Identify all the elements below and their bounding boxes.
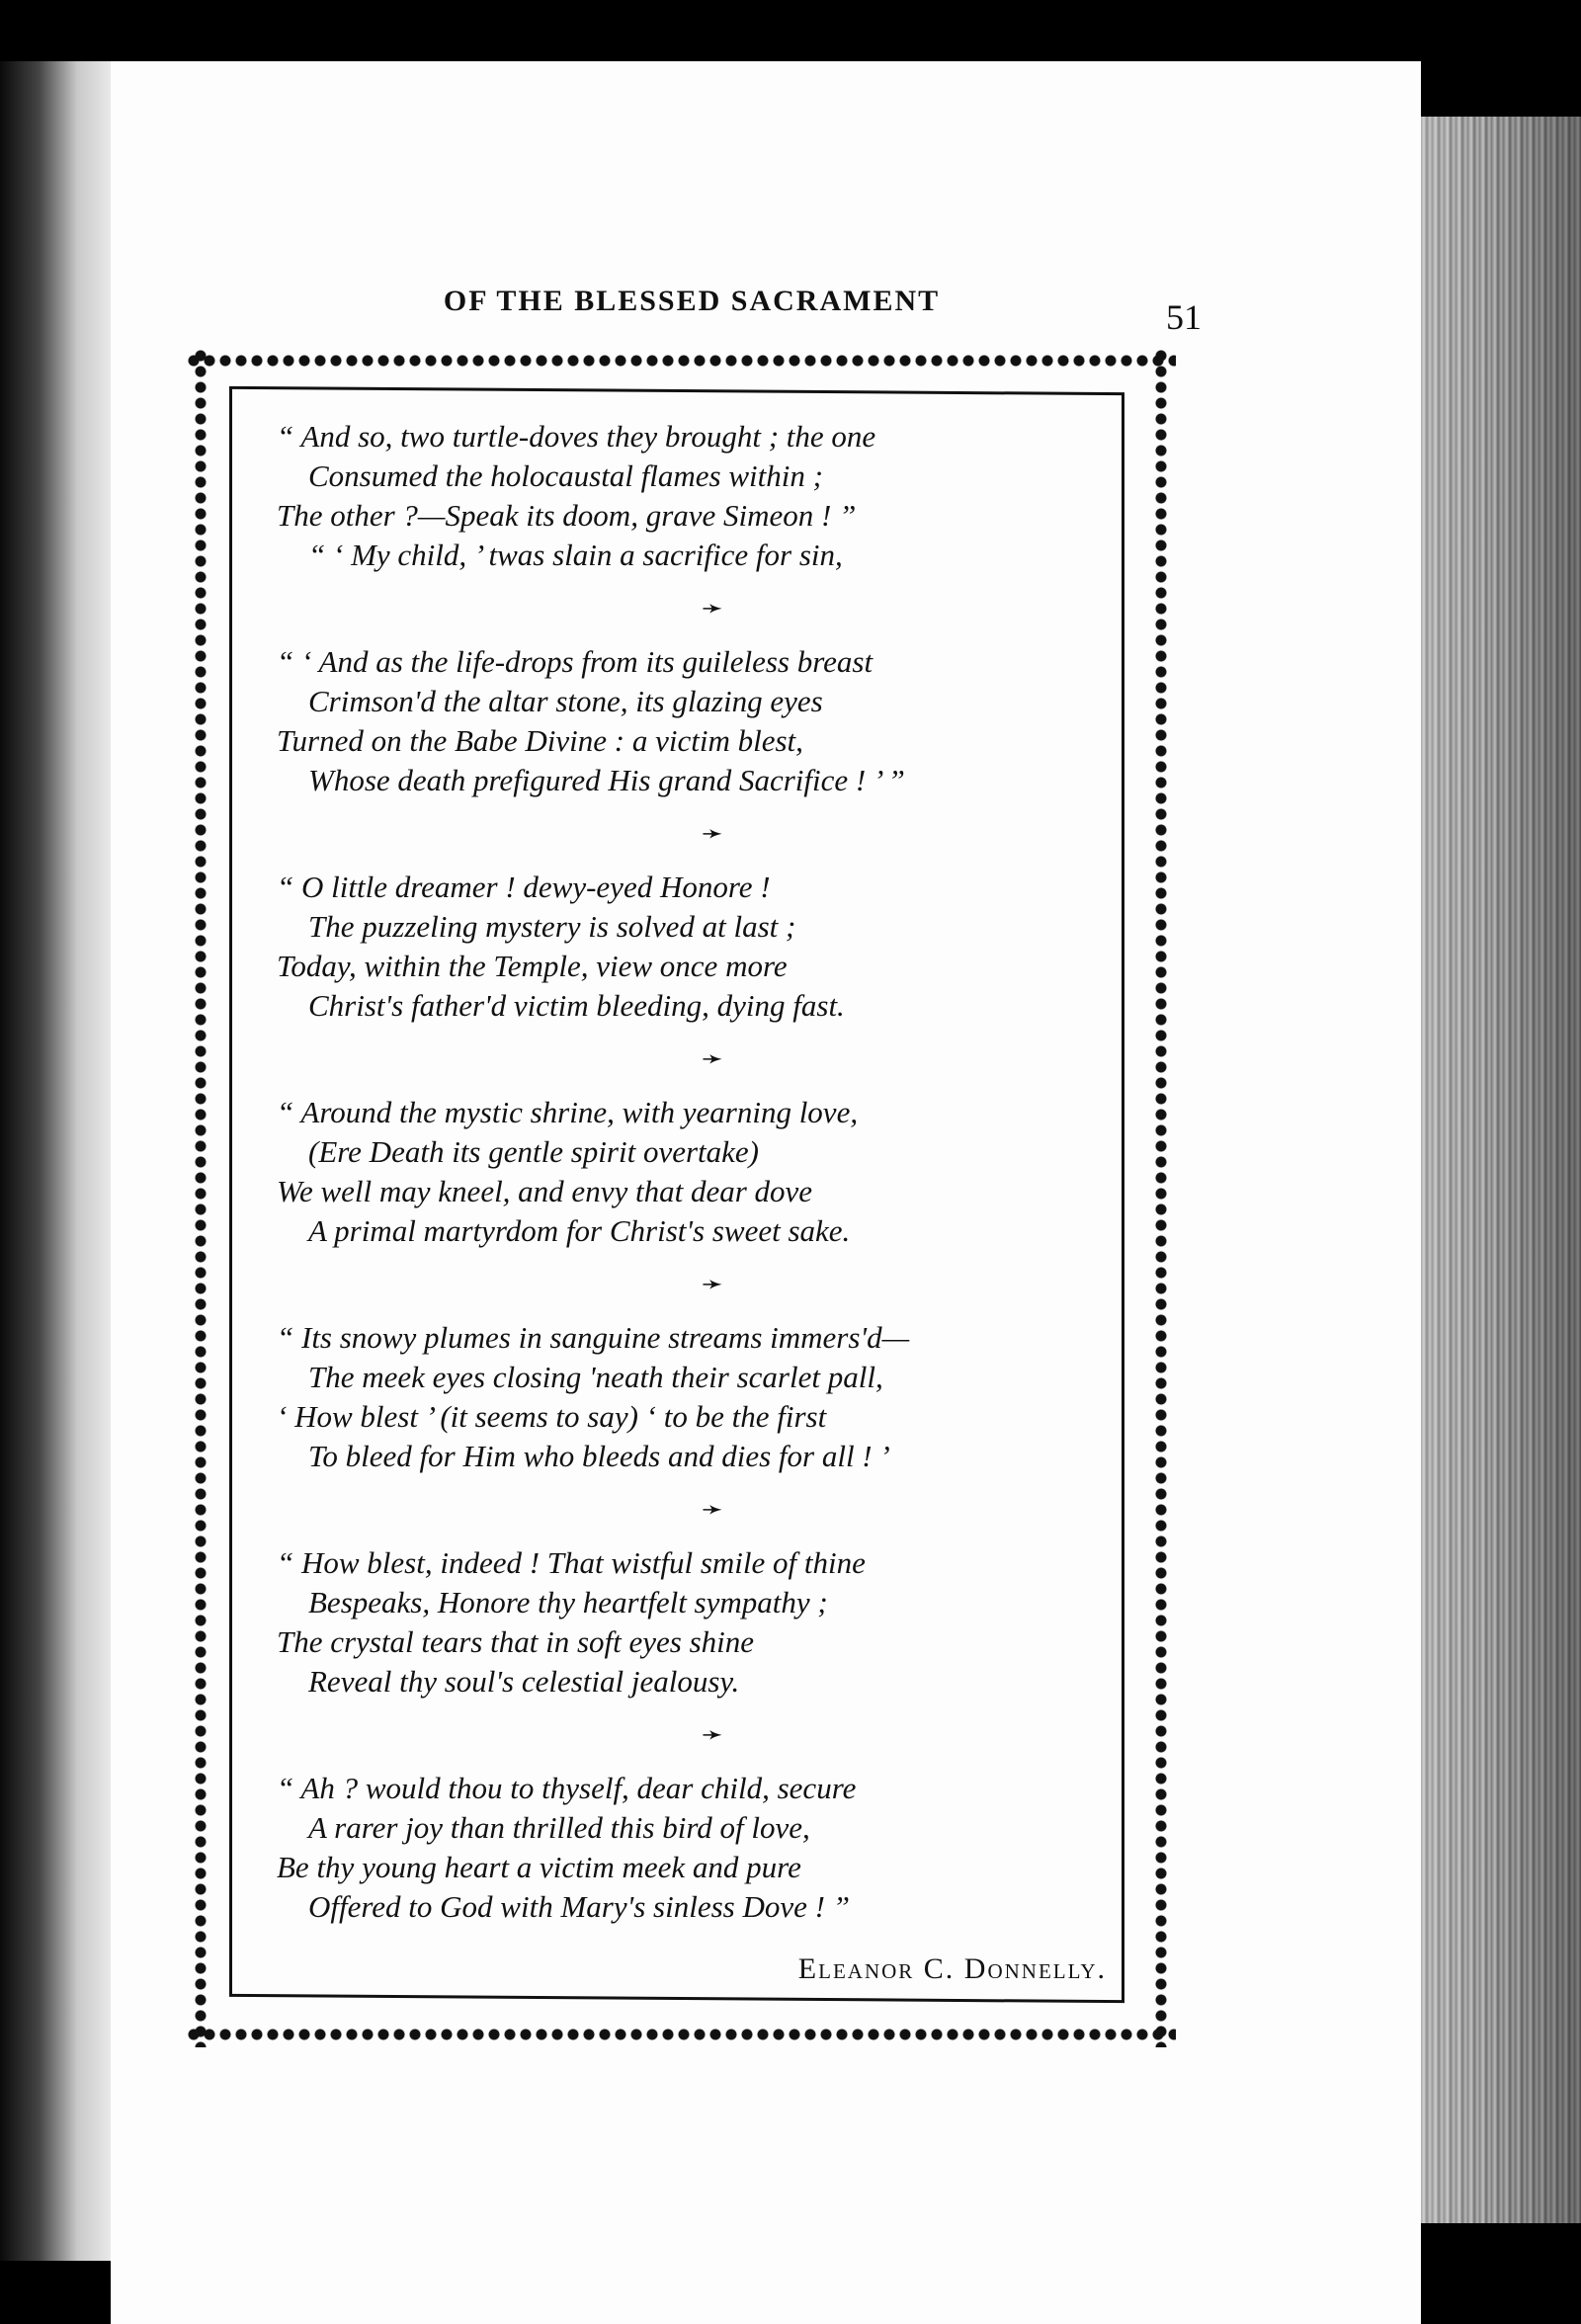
ornamental-border-right — [1150, 348, 1172, 2047]
stanza-line: “ How blest, indeed ! That wistful smile of thine — [277, 1545, 866, 1580]
stanza-line: (Ere Death its gentle spirit overtake) — [308, 1134, 759, 1169]
page-number: 51 — [1166, 297, 1202, 337]
stanza-line: Christ's father'd victim bleeding, dying fast. — [308, 988, 845, 1023]
facing-page-edge — [0, 61, 111, 2261]
stanza-line: Today, within the Temple, view once more — [277, 949, 788, 983]
stanza-line: A rarer joy than thrilled this bird of love, — [308, 1810, 810, 1845]
dove-ornament-icon: ➛ — [702, 594, 723, 622]
page-block-shadow — [1421, 117, 1581, 2223]
stanza-line: The puzzeling mystery is solved at last ; — [308, 909, 796, 944]
stanza-line: The meek eyes closing 'neath their scarlet pall, — [308, 1360, 883, 1394]
stanza-line: Be thy young heart a victim meek and pure — [277, 1850, 801, 1884]
poem-body — [237, 395, 1126, 1927]
stanza-line: “ O little dreamer ! dewy-eyed Honore ! — [277, 870, 771, 904]
ornamental-border-top — [186, 348, 1176, 374]
dove-ornament — [237, 575, 1126, 628]
dove-ornament — [237, 1702, 1126, 1755]
stanza-5 — [237, 1318, 1126, 1476]
stanza-line: We well may kneel, and envy that dear dove — [277, 1174, 813, 1208]
stanza-line: ‘ How blest ’ (it seems to say) ‘ to be the first — [277, 1399, 827, 1434]
ornamental-border-bottom — [186, 2022, 1176, 2047]
stanza-line: “ Its snowy plumes in sanguine streams immers'd— — [277, 1320, 910, 1355]
stanza-line: Turned on the Babe Divine : a victim blest, — [277, 723, 803, 758]
stanza-line: A primal martyrdom for Christ's sweet sake. — [308, 1213, 851, 1248]
stanza-line: “ Around the mystic shrine, with yearning love, — [277, 1095, 859, 1129]
dove-ornament — [237, 1476, 1126, 1530]
dove-ornament — [237, 1251, 1126, 1304]
stanza-2 — [237, 642, 1126, 800]
dove-ornament — [237, 1026, 1126, 1079]
stanza-1 — [237, 417, 1126, 575]
ornamental-border-left — [190, 348, 211, 2047]
dove-ornament-icon: ➛ — [702, 1044, 723, 1073]
dove-ornament-icon: ➛ — [702, 1495, 723, 1524]
stanza-line: Crimson'd the altar stone, its glazing eyes — [308, 684, 823, 718]
stanza-6 — [237, 1543, 1126, 1702]
stanza-7 — [237, 1769, 1126, 1927]
dove-ornament-icon: ➛ — [702, 1270, 723, 1298]
running-head: OF THE BLESSED SACRAMENT — [443, 285, 941, 317]
dove-ornament — [237, 800, 1126, 854]
stanza-line: To bleed for Him who bleeds and dies for all ! ’ — [308, 1439, 890, 1473]
stanza-line: Whose death prefigured His grand Sacrifice ! ’ ” — [308, 763, 905, 797]
stanza-4 — [237, 1093, 1126, 1251]
stanza-line: “ And so, two turtle-doves they brought ; the one — [277, 419, 876, 454]
dove-ornament-icon: ➛ — [702, 819, 723, 848]
stanza-line: Offered to God with Mary's sinless Dove ! ” — [308, 1889, 850, 1924]
stanza-line: The crystal tears that in soft eyes shine — [277, 1624, 755, 1659]
stanza-line: “ ‘ My child, ’ twas slain a sacrifice for sin, — [308, 538, 843, 572]
stanza-line: Reveal thy soul's celestial jealousy. — [308, 1664, 740, 1699]
author-signature: Eleanor C. Donnelly. — [797, 1952, 1107, 1985]
stanza-line: “ Ah ? would thou to thyself, dear child, secure — [277, 1771, 857, 1805]
stanza-line: Consumed the holocaustal flames within ; — [308, 458, 823, 493]
stanza-3 — [237, 868, 1126, 1026]
stanza-line: “ ‘ And as the life-drops from its guileless breast — [277, 644, 874, 679]
dove-ornament-icon: ➛ — [702, 1720, 723, 1749]
stanza-line: Bespeaks, Honore thy heartfelt sympathy ; — [308, 1585, 828, 1619]
stanza-line: The other ?—Speak its doom, grave Simeon ! ” — [277, 498, 857, 533]
